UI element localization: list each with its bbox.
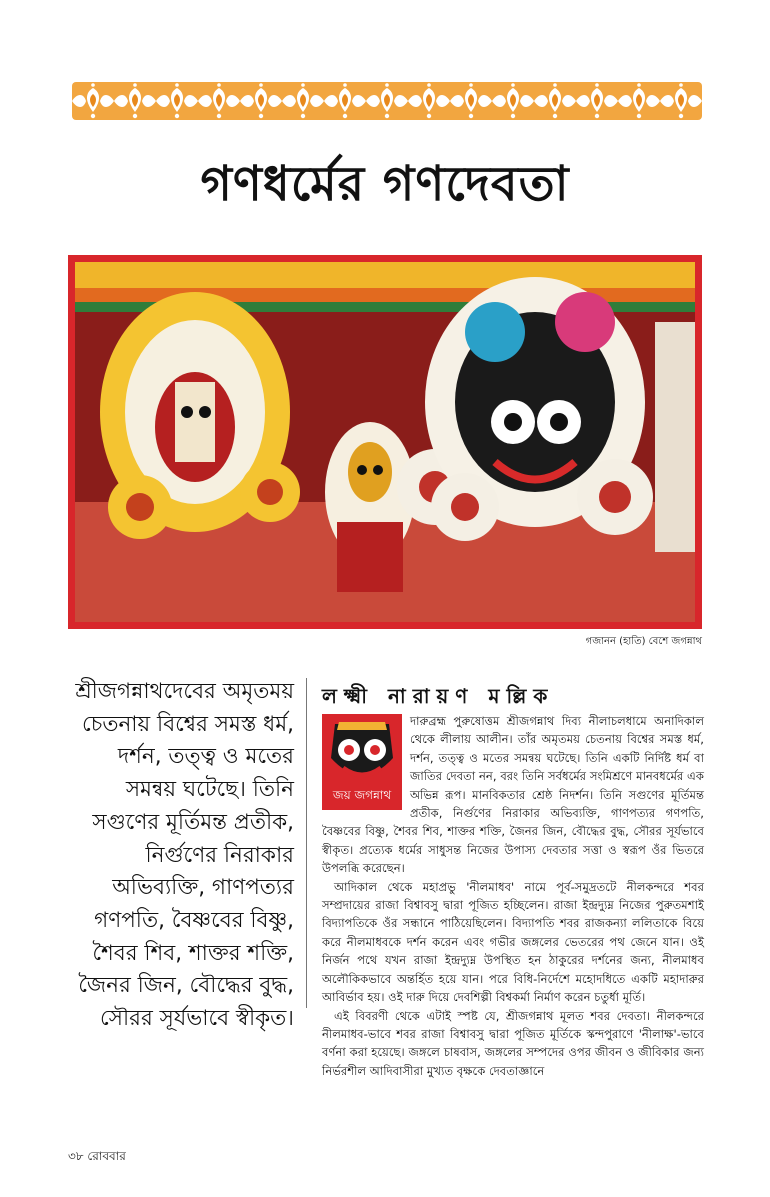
body-paragraph-1: দারুব্রহ্ম পুরুষোত্তম শ্রীজগন্নাথ দিব্য নীলাচলধামে অনাদিকাল থেকে লীলায় আলীন। তাঁর অমৃতময় চেতনায় বিশ্বের সমস্ত ধর্ম, দর্শন, তত্ত্ব ও মতের সমন্বয় ঘটেছে। তিনি একটি নির্দিষ্ট ধর্ম বা জাতির দেবতা নন, বরং তিনি সর্বধর্মের সংমিশ্রণে মানবধর্মের এক অভিন্ন রূপ। মানবিকতার শ্রেষ্ঠ নিদর্শন। তিনি সগুণের মূর্তিমন্ত প্রতীক, নির্গুণের নিরাকার অভিব্যক্তি, গাণপত্যর গণপতি, বৈষ্ণবের বিষ্ণু, শৈবর শিব, শাক্তর শক্তি, জৈনর জিন, বৌদ্ধের বুদ্ধ, সৌরর সূর্যভাবে স্বীকৃত। প্রত্যেক ধর্মের সাধুসন্ত নিজের উপাস্য দেবতার সত্তা ও স্বরূপ ওঁর ভিতরে উপলব্ধি করেছেন।	[322, 714, 704, 876]
page-footer	[68, 1148, 126, 1168]
pull-quote: শ্রীজগন্নাথদেবের অমৃতময় চেতনায় বিশ্বের সমস্ত ধর্ম, দর্শন, তত্ত্ব ও মতের সমন্বয় ঘটেছে। তিনি সগুণের মূর্তিমন্ত প্রতীক, নির্গুণের নিরাকার অভিব্যক্তি, গাণপত্যর গণপতি, বৈষ্ণবের বিষ্ণু, শৈবর শিব, শাক্তর শক্তি, জৈনর জিন, বৌদ্ধের বুদ্ধ, সৌরর সূর্যভাবে স্বীকৃত।	[75, 679, 294, 1032]
article-body	[322, 712, 704, 1080]
column-divider	[306, 678, 307, 1008]
decorative-floral-border	[72, 82, 702, 120]
body-paragraph-3: এই বিবরণী থেকে এটাই স্পষ্ট যে, শ্রীজগন্নাথ মূলত শবর দেবতা। নীলকন্দরে নীলমাধব-ভাবে শবর রাজা বিশ্বাবসু দ্বারা পূজিত মূর্তিকে স্কন্দপুরাণে 'নীলাক্ষ'-ভাবে বর্ণনা করা হয়েছে। জঙ্গলে চাষবাস, জঙ্গলের সম্পদের ওপর জীবন ও জীবিকার জন্য নির্ভরশীল আদিবাসীরা মুখ্যত বৃক্ষকে দেবতাজ্ঞানে	[322, 1008, 704, 1078]
deity-photograph	[75, 262, 695, 622]
inset-label: জয় জগন্নাথ	[332, 788, 392, 802]
floral-pattern-graphic	[72, 82, 702, 120]
photo-caption: গজানন (হাতি) বেশে জগন্নাথ	[585, 636, 702, 647]
inset-spacer	[322, 712, 410, 812]
body-paragraph-2: আদিকাল থেকে মহাপ্রভু 'নীলমাধব' নামে পূর্ব-সমুদ্রতটে নীলকন্দরে শবর সম্প্রদায়ের রাজা বিশ্বাবসু দ্বারা পূজিত হচ্ছিলেন। রাজা ইন্দ্রদ্যুম্ন নিজের পুরুতমশাই বিদ্যাপতিকে ওঁর সন্ধানে পাঠিয়েছিলেন। বিদ্যাপতি শবর রাজকন্যা ললিতাকে বিয়ে করে নীলমাধবকে দর্শন করেন এবং গভীর জঙ্গলের ভেতরের পথ জেনে যান। ওই নির্জন পথে যখন রাজা ইন্দ্রদ্যুম্ন উপস্থিত হন ঠাকুরের দর্শনের জন্য, নীলমাধব অলৌকিকভাবে অন্তর্হিত হয়ে যান। পরে বিধি-নির্দেশে মহোদধিতে একটি মহাদারুর আবির্ভাব হয়। ওই দারু দিয়ে দেবশিল্পী বিশ্বকর্মা নির্মাণ করেন চতুর্ধা মূর্তি।	[322, 879, 704, 1005]
section-name: রোববার	[87, 1149, 126, 1163]
article-title: গণধর্মের গণদেবতা	[200, 156, 570, 212]
photo-frame	[68, 255, 702, 629]
page-number: ৩৮	[68, 1149, 84, 1163]
author-byline: লক্ষ্মী নারায়ণ মল্লিক	[322, 684, 555, 708]
